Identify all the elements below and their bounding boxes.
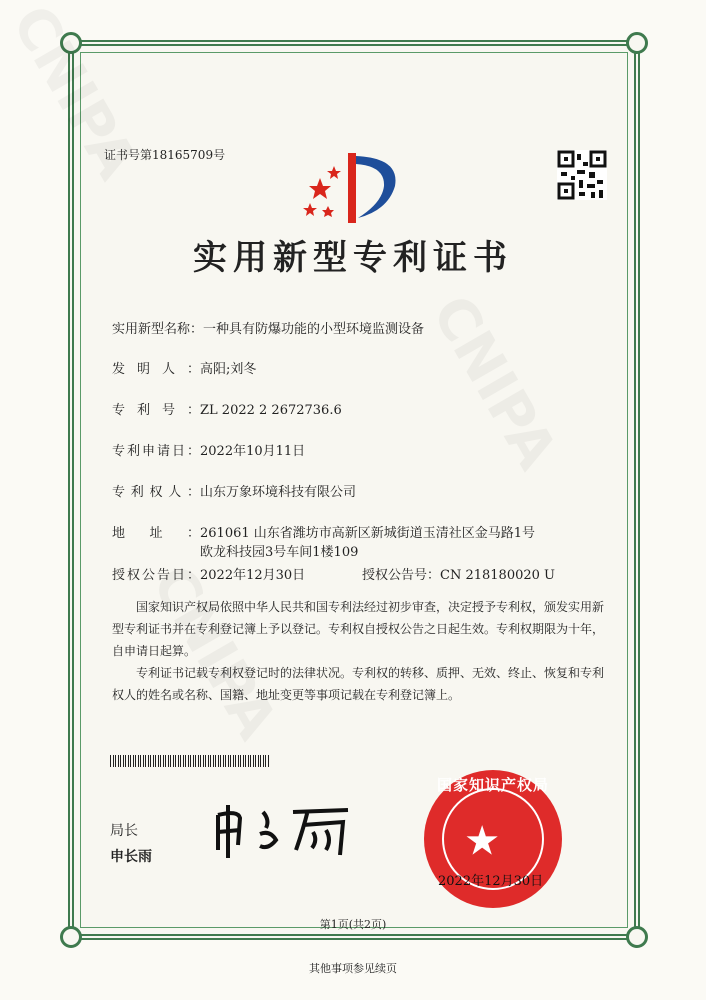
field-value: CN 218180020 U bbox=[440, 568, 555, 583]
field-label: 实用新型名称： bbox=[112, 322, 204, 337]
signer-name: 申长雨 bbox=[110, 849, 152, 865]
page-info: 第1页(共2页) bbox=[319, 918, 387, 931]
field-value: 2022年12月30日 bbox=[200, 568, 306, 583]
field-inventor bbox=[112, 358, 256, 377]
field-value: 山东万象环境科技有限公司 bbox=[200, 485, 357, 500]
handwritten-signature bbox=[208, 800, 368, 860]
seal-date: 2022年12月30日 bbox=[438, 874, 544, 889]
field-label: 授权公告号： bbox=[362, 568, 441, 583]
seal-emblem: ★ bbox=[466, 820, 499, 862]
field-patent-number bbox=[112, 399, 342, 418]
field-grant-date bbox=[112, 564, 305, 583]
field-patentee bbox=[112, 481, 356, 500]
field-value: 261061 山东省潍坊市高新区新城街道玉清社区金马路1号 bbox=[200, 526, 536, 541]
field-value-line2: 欧龙科技园3号车间1楼109 bbox=[200, 545, 359, 560]
field-label: 发明人： bbox=[112, 362, 200, 377]
field-label: 专利号： bbox=[112, 403, 200, 418]
field-value: 2022年10月11日 bbox=[200, 444, 306, 459]
field-utility-name bbox=[112, 318, 424, 337]
field-label: 专利权人： bbox=[112, 485, 200, 500]
document-title: 实用新型专利证书 bbox=[193, 238, 513, 278]
seal-text: 国家知识产权局 bbox=[436, 776, 549, 794]
field-label: 授权公告日： bbox=[112, 568, 200, 583]
cnipa-logo bbox=[300, 148, 410, 228]
field-label: 专利申请日： bbox=[112, 444, 200, 459]
field-value: ZL 2022 2 2672736.6 bbox=[200, 403, 342, 418]
qr-code bbox=[557, 150, 607, 200]
field-value: 高阳;刘冬 bbox=[200, 362, 257, 377]
signer-title: 局长 bbox=[110, 823, 138, 839]
legal-status-statement: 专利证书记载专利权登记时的法律状况。专利权的转移、质押、无效、终止、恢复和专利权人的姓名或名称、国籍、地址变更等事项记载在专利登记簿上。 bbox=[112, 666, 605, 702]
field-value: 一种具有防爆功能的小型环境监测设备 bbox=[203, 322, 425, 337]
continuation-note: 其他事项参见续页 bbox=[309, 962, 397, 975]
field-address bbox=[112, 522, 535, 560]
barcode bbox=[110, 755, 270, 767]
field-label: 地址： bbox=[112, 526, 200, 541]
field-publication-number bbox=[362, 564, 555, 583]
field-application-date bbox=[112, 440, 305, 459]
grant-statement: 国家知识产权局依照中华人民共和国专利法经过初步审查，决定授予专利权，颁发实用新型专利证书并在专利登记簿上予以登记。专利权自授权公告之日起生效。专利权期限为十年，自申请日起算。 bbox=[112, 600, 605, 658]
corner-ornament bbox=[626, 32, 648, 54]
certificate-number: 证书号第18165709号 bbox=[104, 148, 226, 162]
